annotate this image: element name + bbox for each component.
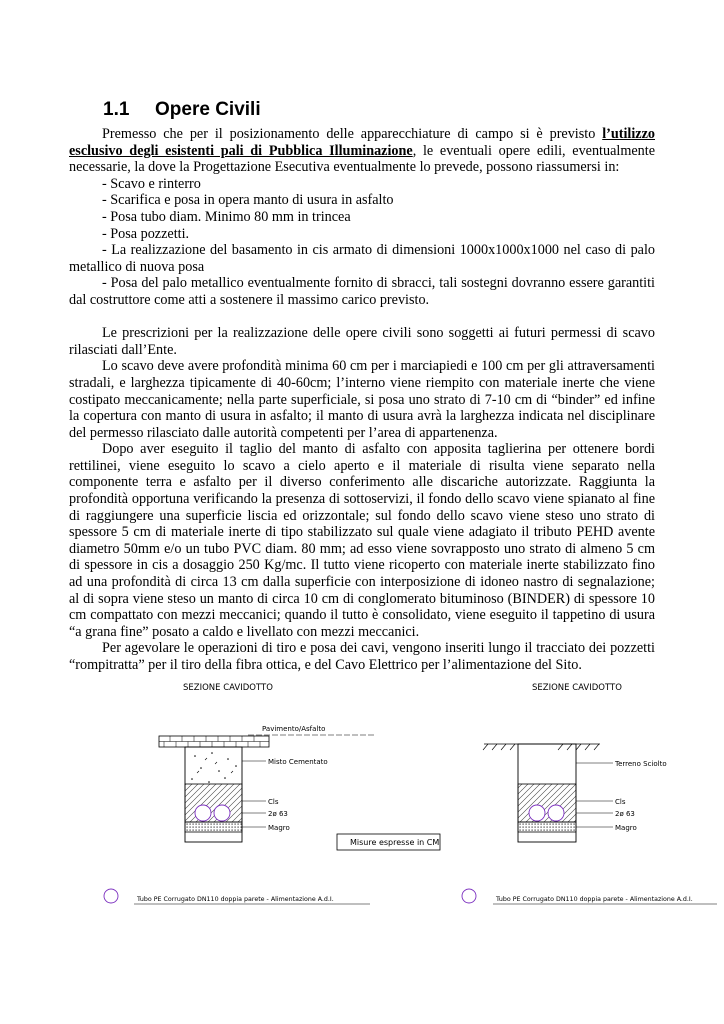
intro-text-before: Premesso che per il posizionamento delle apparecchiature di campo si è previsto <box>102 126 603 142</box>
pipes-label: 2ø 63 <box>615 810 635 818</box>
left-section-title: SEZIONE CAVIDOTTO <box>183 683 273 693</box>
pavement-label: Pavimento/Asfalto <box>262 725 326 733</box>
cls-label: Cls <box>268 798 279 806</box>
list-item: - Posa pozzetti. <box>102 225 190 242</box>
section-heading <box>103 99 261 121</box>
cavidotto-drawing <box>0 676 724 916</box>
body-paragraph: Per agevolare le operazioni di tiro e posa dei cavi, vengono inseriti lungo il tracciato dei pozzetti “rompitratta” per il tiro della fibra ottica, e del Cavo Elettrico per l’alimentazione del Sito. <box>69 640 655 673</box>
right-section-title: SEZIONE CAVIDOTTO <box>532 683 622 693</box>
right-legend <box>462 889 717 904</box>
intro-paragraph <box>69 126 655 176</box>
intro-emphasis: l’utilizzo esclusivo degli esistenti pali di Pubblica Illuminazione <box>69 126 655 159</box>
lean-concrete-layer <box>185 822 242 832</box>
pipe-legend-icon <box>462 889 476 903</box>
document-body <box>69 126 655 674</box>
body-paragraph: Dopo aver eseguito il taglio del manto di asfalto con apposita taglierina per ottenere bordi rettilinei, viene eseguito lo scavo a cielo aperto e il materiale di risulta viene separato nella componente terra e asfalto per il diverso conferimento alle discariche autorizzate. Raggiunta la profondità opportuna verificando la presenza di sottoservizi, il fondo dello scavo viene spianato al fine di raggiungere una superficie liscia ed orizzontale; sul fondo dello scavo viene steso uno strato di spessore 5 cm di materiale inerte di tipo stabilizzato sul quale viene adagiato il tributo PEHD avente diametro 50mm e/o un tubo PVC diam. 80 mm; ad esso viene sovrapposto uno strato di almeno 5 cm di spessore in cis a dosaggio 250 Kg/mc. Il tutto viene ricoperto con materiale inerte stabilizzato fino ad una profondità di circa 13 cm dalla superficie con interposizione di idoneo nastro di segnalazione; al di sopra viene steso un manto di circa 10 cm di conglomerato bituminoso (BINDER) di spessore 10 cm compattato con mezzi meccanici; quando il tutto è consolidato, viene eseguito il tappetino di usura “a grana fine” posato a caldo e livellato con mezzi meccanici. <box>69 441 655 640</box>
paragraph-spacer <box>69 309 655 326</box>
cls-label: Cls <box>615 798 626 806</box>
pipe-icon <box>214 805 230 821</box>
list-item: - Posa tubo diam. Minimo 80 mm in trincea <box>102 208 351 225</box>
pipe-legend-icon <box>104 889 118 903</box>
lean-label: Magro <box>615 824 637 832</box>
body-paragraph: Lo scavo deve avere profondità minima 60 cm per i marciapiedi e 100 cm per gli attraversamenti stradali, e larghezza tipicamente di 40-60cm; l’interno viene riempito con materiale inerte che viene costipato meccanicamente; nella parte superficiale, si posa uno strato di 7-10 cm di “binder” ed infine la copertura con manto di usura in asfalto; il manto di usura avrà la larghezza indicata nel disciplinare del permesso rilasciato dalle autorità competenti per l’area di appartenenza. <box>69 358 655 441</box>
ground-hatch <box>483 744 599 750</box>
pipe-legend-text: Tubo PE Corrugato DN110 doppia parete - Alimentazione A.d.I. <box>496 896 693 903</box>
list-item: - Scavo e rinterro <box>102 175 201 192</box>
section-number: 1.1 <box>103 99 130 120</box>
lean-concrete-layer <box>518 822 576 832</box>
pipes-label: 2ø 63 <box>268 810 288 818</box>
cavidotto-diagram <box>0 676 724 916</box>
list-item: - La realizzazione del basamento in cis armato di dimensioni 1000x1000x1000 nel caso di palo metallico di nuova posa <box>69 242 655 275</box>
cls-layer <box>185 784 242 822</box>
left-section <box>159 725 375 842</box>
intro-text-after: , le eventuali opere edili, eventualmente necessarie, la dove la Progettazione Esecutiva eventualmente lo prevede, possono riassumersi in: <box>69 142 656 176</box>
body-paragraph: Le prescrizioni per la realizzazione delle opere civili sono soggetti ai futuri permessi di scavo rilasciati dall’Ente. <box>69 325 655 358</box>
pipe-icon <box>195 805 211 821</box>
pipe-icon <box>529 805 545 821</box>
pipe-icon <box>548 805 564 821</box>
lean-label: Magro <box>268 824 290 832</box>
mixed-fill-specks <box>191 752 237 783</box>
mixed-fill-label: Misto Cementato <box>268 758 328 766</box>
cls-layer <box>518 784 576 822</box>
loose-soil-label: Terreno Sciolto <box>615 760 667 768</box>
units-note: Misure espresse in CM <box>350 838 440 847</box>
list-item: - Scarifica e posa in opera manto di usura in asfalto <box>102 192 394 209</box>
right-section <box>483 744 667 842</box>
paving-blocks <box>159 736 269 747</box>
pipe-legend-text: Tubo PE Corrugato DN110 doppia parete - Alimentazione A.d.I. <box>137 896 334 903</box>
list-item: - Posa del palo metallico eventualmente fornito di sbracci, tali sostegni dovranno essere garantiti dal costruttore come atti a sostenere il massimo carico previsto. <box>69 275 655 308</box>
left-legend <box>104 889 370 904</box>
section-title: Opere Civili <box>155 99 261 120</box>
